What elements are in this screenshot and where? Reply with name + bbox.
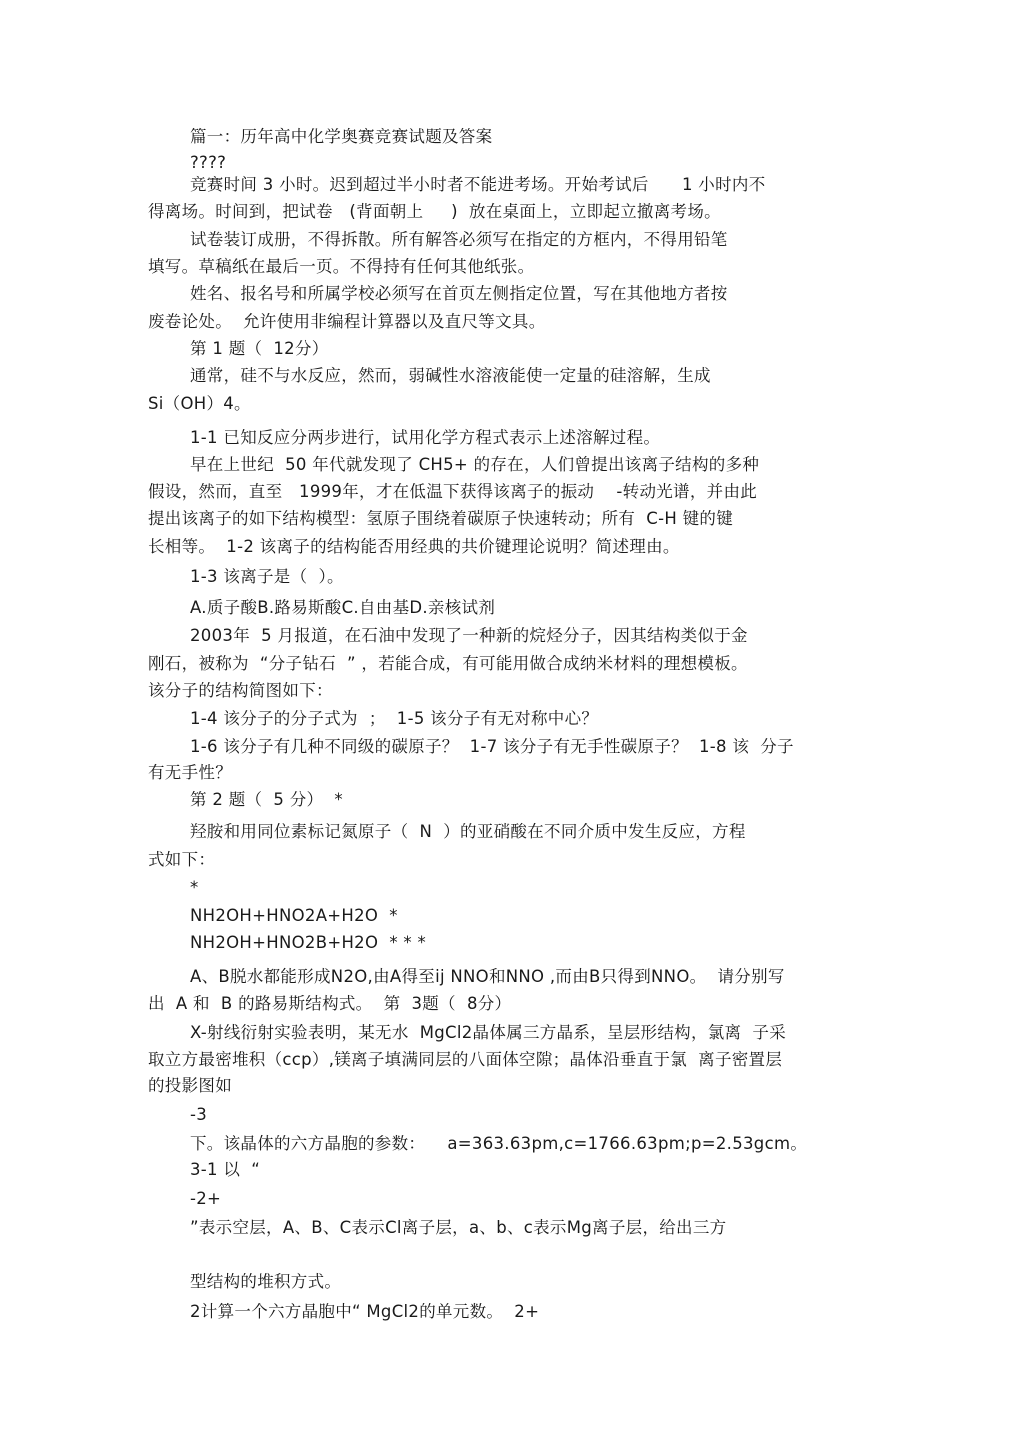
rules-paragraph-line: 废卷论处。 允许使用非编程计算器以及直尺等文具。 xyxy=(148,312,546,331)
question-3-1-text: 型结构的堆积方式。 xyxy=(190,1272,342,1291)
rules-paragraph-line: 姓名、报名号和所属学校必须写在首页左侧指定位置，写在其他地方者按 xyxy=(190,284,728,303)
question-1-8-end: 有无手性？ xyxy=(148,763,232,782)
question-1-2: 长相等。 1-2 该离子的结构能否用经典的共价键理论说明？简述理由。 xyxy=(148,537,680,556)
question-1-text: 早在上世纪 50 年代就发现了 CH5+ 的存在，人们曾提出该离子结构的多种 xyxy=(190,455,760,474)
question-3-text: X-射线衍射实验表明，某无水 MgCl2晶体属三方晶系，呈层形结构，氯离 子采 xyxy=(190,1023,787,1042)
question-3-heading-line: 出 A 和 B 的路易斯结构式。 第 3题（ 8分） xyxy=(148,994,512,1013)
question-3-2: 2计算一个六方晶胞中“ MgCl2的单元数。 2+ xyxy=(190,1302,540,1321)
question-1-text: 提出该离子的如下结构模型：氢原子围绕着碳原子快速转动；所有 C-H 键的键 xyxy=(148,509,734,528)
question-1-text: 假设，然而，直至 1999年，才在低温下获得该离子的振动 -转动光谱，并由此 xyxy=(148,482,758,501)
question-2-text: 羟胺和用同位素标记氮原子（ N ）的亚硝酸在不同介质中发生反应，方程 xyxy=(190,822,746,841)
question-1-6-1-8: 1-6 该分子有几种不同级的碳原子？ 1-7 该分子有无手性碳原子？ 1-8 该 分子 xyxy=(190,737,794,756)
question-2-text: A、B脱水都能形成N2O,由A得至ij NNO和NNO ,而由B只得到NNO。 请分别写 xyxy=(190,967,785,986)
question-1-heading: 第 1 题（ 12分） xyxy=(190,339,329,358)
document-title: 篇一：历年高中化学奥赛竞赛试题及答案 xyxy=(190,127,493,146)
garbled-marks: ???? xyxy=(190,153,227,172)
superscript-fragment: -3 xyxy=(190,1105,208,1124)
question-1-text: 该分子的结构简图如下： xyxy=(148,681,333,700)
question-3-text: 的投影图如 xyxy=(148,1076,232,1095)
question-1-text: 通常，硅不与水反应，然而，弱碱性水溶液能使一定量的硅溶解，生成 xyxy=(190,366,711,385)
question-1-3: 1-3 该离子是（ ）。 xyxy=(190,567,344,586)
question-1-text: Si（OH）4。 xyxy=(148,394,251,413)
asterisk-mark: * xyxy=(190,878,199,897)
question-3-parameters: 下。该晶体的六方晶胞的参数： a=363.63pm,c=1766.63pm;p=2.53gcm。 xyxy=(190,1134,808,1153)
rules-paragraph-line: 竞赛时间 3 小时。迟到超过半小时者不能进考场。开始考试后 1 小时内不 xyxy=(190,175,766,194)
equation-a: NH2OH+HNO2A+H2O * xyxy=(190,906,398,925)
question-1-3-options: A.质子酸B.路易斯酸C.自由基D.亲核试剂 xyxy=(190,598,496,617)
question-3-1-text: ”表示空层，A、B、C表示Cl离子层，a、b、c表示Mg离子层，给出三方 xyxy=(190,1218,727,1237)
question-1-4-1-5: 1-4 该分子的分子式为 ； 1-5 该分子有无对称中心？ xyxy=(190,709,599,728)
question-1-text: 刚石，被称为 “分子钻石 ” ，若能合成，有可能用做合成纳米材料的理想模板。 xyxy=(148,654,748,673)
rules-paragraph-line: 得离场。时间到，把试卷 (背面朝上 ) 放在桌面上，立即起立撤离考场。 xyxy=(148,202,721,221)
question-2-heading: 第 2 题（ 5 分） * xyxy=(190,790,343,809)
superscript-fragment: -2+ xyxy=(190,1189,222,1208)
question-3-1: 3-1 以 “ xyxy=(190,1160,261,1179)
rules-paragraph-line: 填写。草稿纸在最后一页。不得持有任何其他纸张。 xyxy=(148,257,535,276)
question-3-text: 取立方最密堆积（ccp）,镁离子填满同层的八面体空隙；晶体沿垂直于氯 离子密置层 xyxy=(148,1050,783,1069)
rules-paragraph-line: 试卷装订成册，不得拆散。所有解答必须写在指定的方框内，不得用铅笔 xyxy=(190,230,728,249)
question-2-text: 式如下： xyxy=(148,850,216,869)
question-1-text: 2003年 5 月报道，在石油中发现了一种新的烷烃分子，因其结构类似于金 xyxy=(190,626,748,645)
equation-b: NH2OH+HNO2B+H2O * * * xyxy=(190,933,427,952)
question-1-1: 1-1 已知反应分两步进行，试用化学方程式表示上述溶解过程。 xyxy=(190,428,661,447)
